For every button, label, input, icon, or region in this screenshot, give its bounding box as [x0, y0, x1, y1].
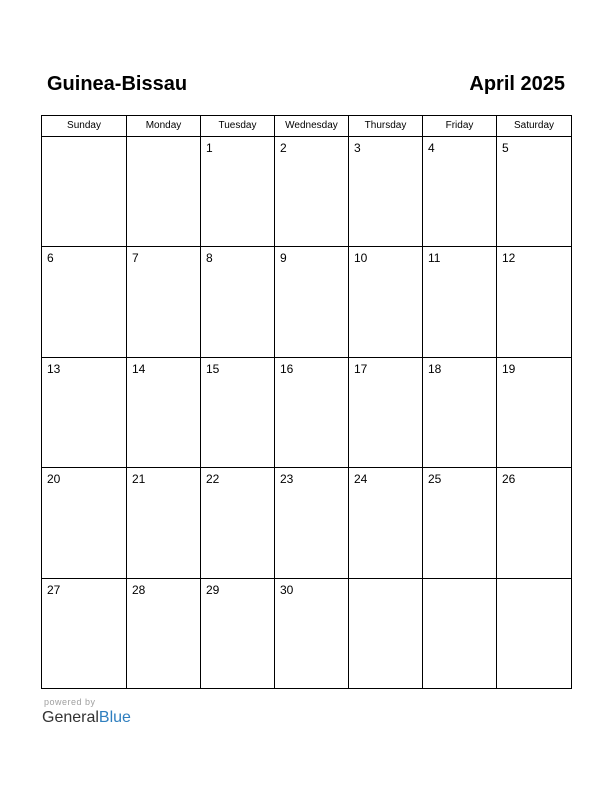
day-cell — [423, 357, 497, 467]
weekday-tuesday: Tuesday — [201, 116, 275, 137]
day-cell — [42, 137, 127, 247]
day-cell — [201, 137, 275, 247]
day-cell — [127, 578, 201, 688]
week-row — [42, 468, 572, 578]
day-number: 13 — [47, 361, 61, 376]
week-row — [42, 578, 572, 688]
day-cell — [275, 357, 349, 467]
day-number — [42, 137, 126, 141]
weekday-monday: Monday — [127, 116, 201, 137]
month-title: April 2025 — [469, 73, 565, 95]
day-cell — [201, 247, 275, 357]
day-cell — [127, 247, 201, 357]
day-cell — [201, 357, 275, 467]
day-number: 29 — [206, 582, 220, 597]
day-cell — [127, 137, 201, 247]
day-cell — [497, 578, 572, 688]
day-number: 12 — [502, 251, 516, 266]
day-cell — [423, 137, 497, 247]
day-cell — [42, 468, 127, 578]
day-number: 23 — [280, 472, 294, 487]
day-number — [497, 579, 571, 583]
day-number: 19 — [502, 361, 516, 376]
powered-by-label: powered by — [44, 697, 96, 707]
day-cell — [42, 578, 127, 688]
weekday-sunday: Sunday — [42, 116, 127, 137]
weekday-header-row — [42, 116, 572, 137]
day-number: 7 — [132, 251, 139, 266]
day-number: 6 — [47, 251, 54, 266]
day-cell — [201, 468, 275, 578]
day-number: 11 — [428, 251, 441, 266]
day-cell — [497, 468, 572, 578]
week-row — [42, 247, 572, 357]
day-number — [349, 579, 422, 583]
weekday-wednesday: Wednesday — [275, 116, 349, 137]
day-number: 24 — [354, 472, 368, 487]
day-cell — [349, 468, 423, 578]
day-number: 20 — [47, 472, 61, 487]
day-cell — [42, 247, 127, 357]
day-cell — [423, 578, 497, 688]
day-cell — [497, 357, 572, 467]
day-cell — [275, 247, 349, 357]
day-number: 17 — [354, 361, 368, 376]
day-number: 30 — [280, 582, 294, 597]
weekday-saturday: Saturday — [497, 116, 572, 137]
day-cell — [275, 137, 349, 247]
country-title: Guinea-Bissau — [47, 73, 188, 95]
weekday-friday: Friday — [423, 116, 497, 137]
day-cell — [201, 578, 275, 688]
brand-general-text: General — [42, 709, 99, 726]
day-number: 28 — [132, 582, 146, 597]
generalblue-logo[interactable] — [42, 708, 131, 728]
week-row — [42, 137, 572, 247]
day-number — [127, 137, 200, 141]
day-number: 1 — [206, 141, 213, 155]
day-number: 26 — [502, 472, 516, 487]
weekday-thursday: Thursday — [349, 116, 423, 137]
day-cell — [349, 137, 423, 247]
day-number: 3 — [354, 141, 361, 155]
day-number: 14 — [132, 361, 146, 376]
day-cell — [275, 468, 349, 578]
day-cell — [349, 247, 423, 357]
day-cell — [423, 247, 497, 357]
brand-blue-text: Blue — [98, 709, 131, 726]
day-number: 2 — [280, 141, 287, 155]
day-cell — [349, 357, 423, 467]
calendar-grid — [41, 115, 572, 689]
day-number: 5 — [502, 141, 509, 155]
day-number: 27 — [47, 582, 61, 597]
day-number: 25 — [428, 472, 442, 487]
day-number: 18 — [428, 361, 442, 376]
day-number: 4 — [428, 141, 435, 155]
day-number: 21 — [132, 472, 146, 487]
week-row — [42, 357, 572, 467]
day-cell — [349, 578, 423, 688]
day-cell — [275, 578, 349, 688]
day-number: 10 — [354, 251, 368, 266]
day-number: 16 — [280, 361, 294, 376]
day-number: 15 — [206, 361, 220, 376]
day-number: 9 — [280, 251, 287, 266]
day-cell — [127, 357, 201, 467]
day-number: 22 — [206, 472, 220, 487]
day-cell — [497, 137, 572, 247]
day-cell — [127, 468, 201, 578]
day-number — [423, 579, 496, 583]
day-cell — [497, 247, 572, 357]
day-number: 8 — [206, 251, 213, 266]
day-cell — [423, 468, 497, 578]
day-cell — [42, 357, 127, 467]
